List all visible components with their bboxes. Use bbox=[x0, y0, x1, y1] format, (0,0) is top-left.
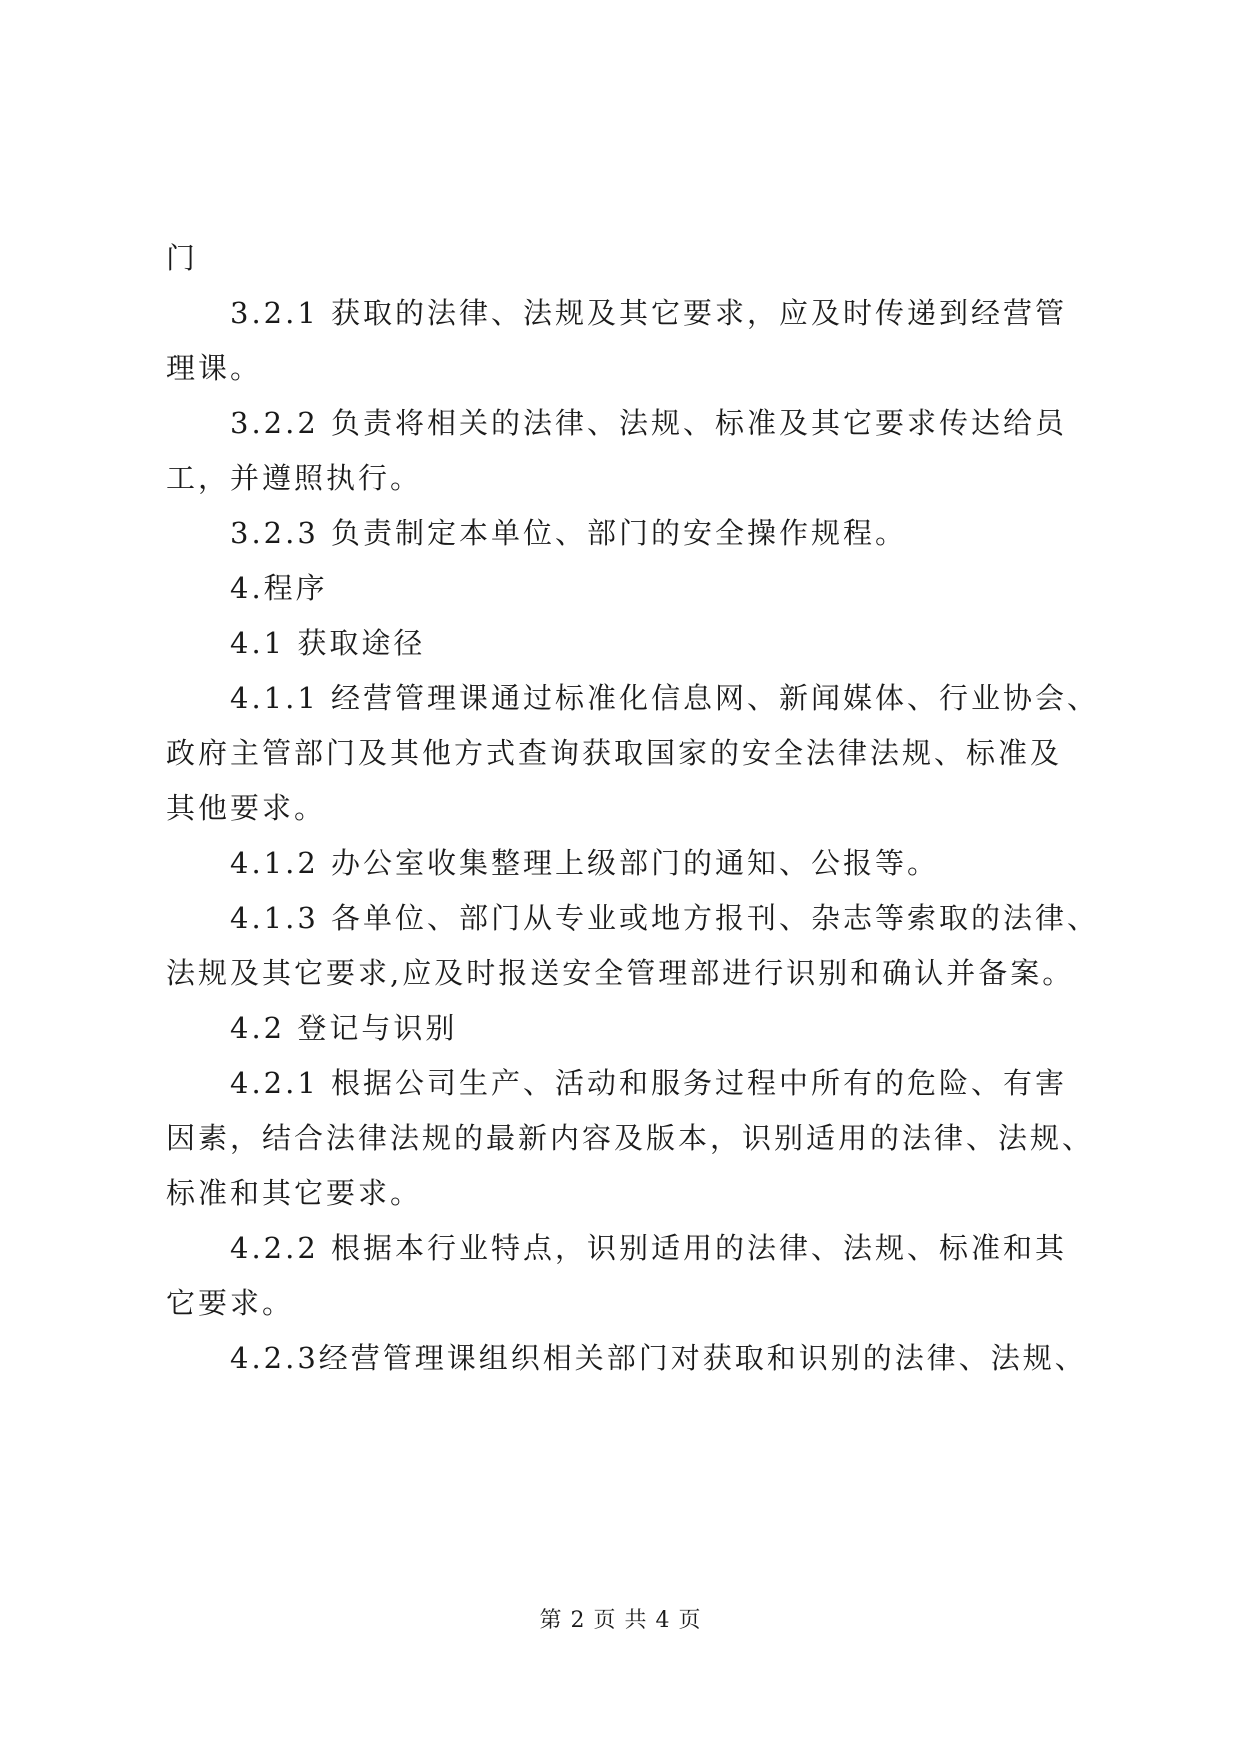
paragraph-line: 4.2.3经营管理课组织相关部门对获取和识别的法律、法规、 bbox=[230, 1341, 1087, 1375]
page-footer: 第 2 页 共 4 页 bbox=[539, 1608, 702, 1633]
paragraph-line: 3.2.3 负责制定本单位、部门的安全操作规程。 bbox=[230, 516, 908, 550]
paragraph-line: 它要求。 bbox=[166, 1286, 295, 1320]
subsection-heading: 4.2 登记与识别 bbox=[230, 1011, 458, 1045]
paragraph-line: 政府主管部门及其他方式查询获取国家的安全法律法规、标准及 bbox=[166, 736, 1063, 770]
paragraph-line: 4.1.1 经营管理课通过标准化信息网、新闻媒体、行业协会、 bbox=[230, 681, 1100, 715]
paragraph-line: 4.2.1 根据公司生产、活动和服务过程中所有的危险、有害 bbox=[230, 1066, 1068, 1100]
paragraph-line: 其他要求。 bbox=[166, 791, 327, 825]
paragraph-line: 因素，结合法律法规的最新内容及版本，识别适用的法律、法规、 bbox=[166, 1121, 1095, 1155]
paragraph-line: 3.2.1 获取的法律、法规及其它要求，应及时传递到经营管 bbox=[230, 296, 1068, 330]
paragraph-line: 4.2.2 根据本行业特点，识别适用的法律、法规、标准和其 bbox=[230, 1231, 1068, 1265]
paragraph-line: 标准和其它要求。 bbox=[166, 1176, 423, 1210]
paragraph-line: 理课。 bbox=[166, 351, 263, 385]
section-heading: 4.程序 bbox=[230, 571, 328, 605]
subsection-heading: 4.1 获取途径 bbox=[230, 626, 426, 660]
paragraph-line: 工，并遵照执行。 bbox=[166, 461, 423, 495]
paragraph-line: 法规及其它要求,应及时报送安全管理部进行识别和确认并备案。 bbox=[166, 956, 1075, 990]
paragraph-line: 门 bbox=[166, 241, 199, 275]
paragraph-line: 4.1.2 办公室收集整理上级部门的通知、公报等。 bbox=[230, 846, 940, 880]
paragraph-line: 4.1.3 各单位、部门从专业或地方报刊、杂志等索取的法律、 bbox=[230, 901, 1100, 935]
paragraph-line: 3.2.2 负责将相关的法律、法规、标准及其它要求传达给员 bbox=[230, 406, 1068, 440]
